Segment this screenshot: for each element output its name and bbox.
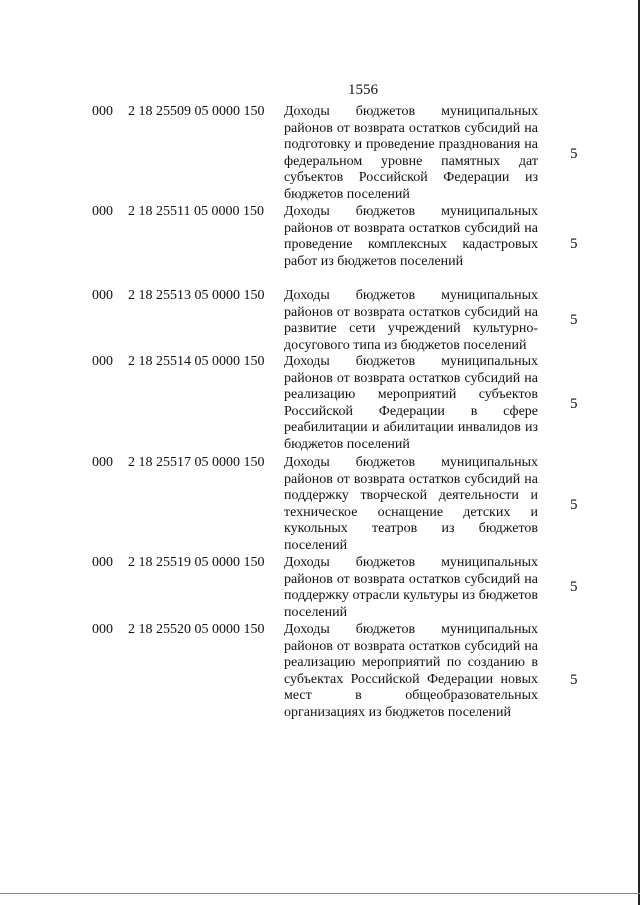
row-description: Доходы бюджетов муниципальных районов от возврата остатков субсидий на поддержку отрасли культуры из бюджетов поселений [284,555,538,620]
admin-code: 000 [92,455,113,470]
row-value: 5 [570,672,578,688]
admin-code: 000 [92,354,113,369]
scan-edge-line [0,893,640,894]
row-value: 5 [570,236,578,252]
row-value: 5 [570,146,578,162]
admin-code: 000 [92,204,113,219]
row-description: Доходы бюджетов муниципальных районов от возврата остатков субсидий на развитие сети учреждений культурно-досугового типа из бюджетов поселений [284,288,538,353]
budget-classification-code: 2 18 25517 05 0000 150 [128,455,265,470]
row-description: Доходы бюджетов муниципальных районов от возврата остатков субсидий на реализацию мероприятий по созданию в субъектах Российской Федерации новых мест в общеобразовательных организациях из бюджетов поселений [284,622,538,720]
admin-code: 000 [92,104,113,119]
budget-classification-code: 2 18 25519 05 0000 150 [128,555,265,570]
admin-code: 000 [92,622,113,637]
row-description: Доходы бюджетов муниципальных районов от возврата остатков субсидий на проведение комплексных кадастровых работ из бюджетов поселений [284,204,538,269]
budget-classification-code: 2 18 25509 05 0000 150 [128,104,265,119]
budget-classification-code: 2 18 25513 05 0000 150 [128,288,265,303]
budget-classification-code: 2 18 25520 05 0000 150 [128,622,265,637]
admin-code: 000 [92,288,113,303]
admin-code: 000 [92,555,113,570]
budget-classification-code: 2 18 25514 05 0000 150 [128,354,265,369]
row-value: 5 [570,312,578,328]
row-description: Доходы бюджетов муниципальных районов от возврата остатков субсидий на поддержку творческой деятельности и техническое оснащение детских и кукольных театров из бюджетов поселений [284,455,538,553]
page-number: 1556 [348,82,378,98]
row-value: 5 [570,497,578,513]
row-value: 5 [570,579,578,595]
row-value: 5 [570,396,578,412]
budget-classification-code: 2 18 25511 05 0000 150 [128,204,264,219]
row-description: Доходы бюджетов муниципальных районов от возврата остатков субсидий на подготовку и проведение празднования на федеральном уровне памятных дат субъектов Российской Федерации из бюджетов поселений [284,104,538,202]
row-description: Доходы бюджетов муниципальных районов от возврата остатков субсидий на реализацию мероприятий субъектов Российской Федерации в сфере реабилитации и абилитации инвалидов из бюджетов поселений [284,354,538,452]
